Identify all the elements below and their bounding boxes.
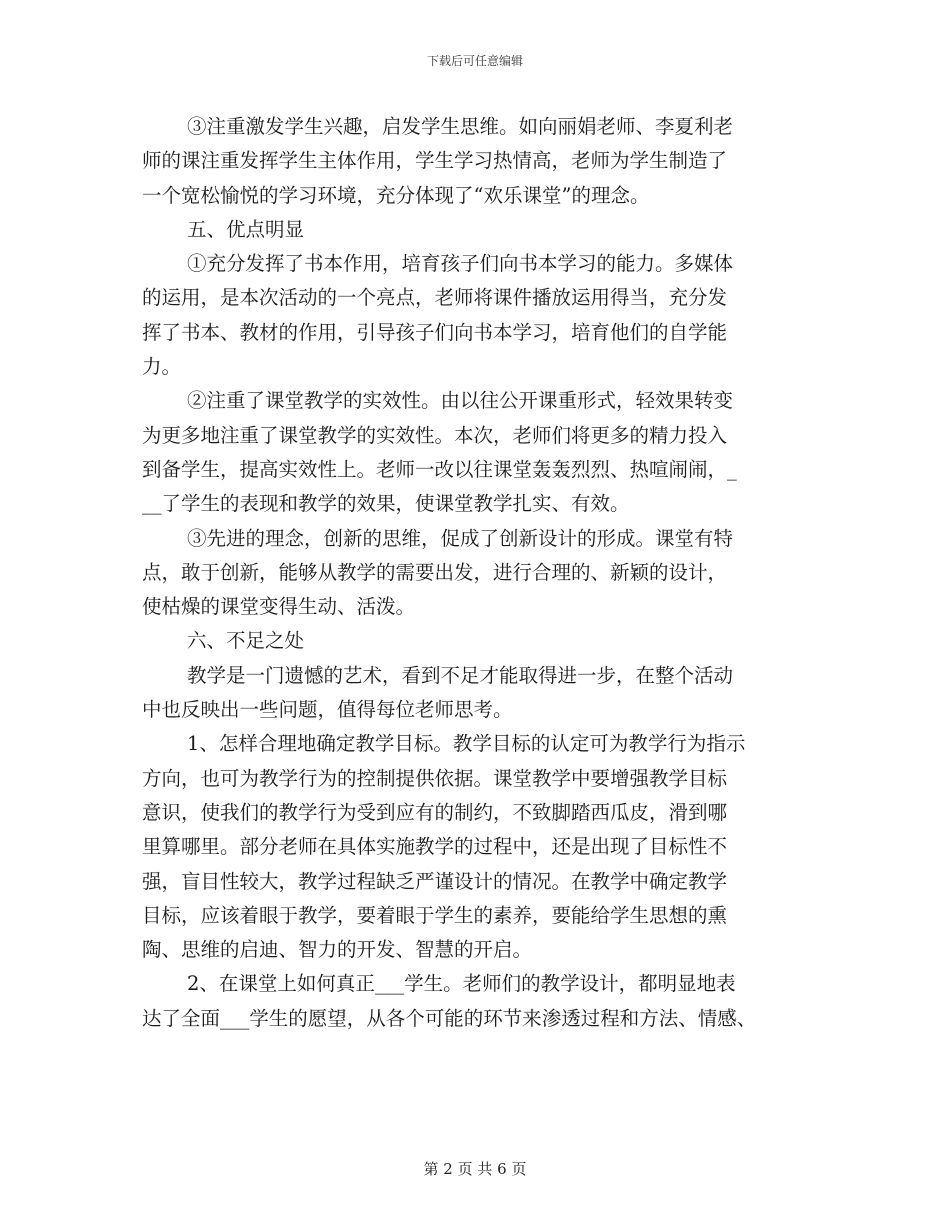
text-line: 点，敢于创新，能够从教学的需要出发，进行合理的、新颖的设计， <box>142 560 728 584</box>
document-body <box>142 110 814 1036</box>
text-line: ①充分发挥了书本作用，培育孩子们向书本学习的能力。多媒体 <box>187 252 734 276</box>
text-line: 中也反映出一些问题，值得每位老师思考。 <box>142 698 513 722</box>
text-line: 挥了书本、教材的作用，引导孩子们向书本学习，培育他们的自学能 <box>142 320 728 344</box>
text-line: 意识，使我们的教学行为受到应有的制约，不致脚踏西瓜皮，滑到哪 <box>142 800 728 824</box>
text-line: 强，盲目性较大，教学过程缺乏严谨设计的情况。在教学中确定教学 <box>142 869 728 893</box>
text-line: 为更多地注重了课堂教学的实效性。本次，老师们将更多的精力投入 <box>142 423 728 447</box>
text-line: 1、怎样合理地确定教学目标。教学目标的认定可为教学行为指示 <box>187 732 746 756</box>
text-line: ③注重激发学生兴趣，启发学生思维。如向丽娟老师、李夏利老 <box>187 115 734 138</box>
text-line: 里算哪里。部分老师在具体实施教学的过程中，还是出现了目标性不 <box>142 835 728 859</box>
text-line: ③先进的理念，创新的思维，促成了创新设计的形成。课堂有特 <box>187 526 734 550</box>
text-line: 使枯燥的课堂变得生动、活泼。 <box>142 595 416 619</box>
text-line: 到备学生，提高实效性上。老师一改以往课堂轰轰烈烈、热喧闹闹，_ <box>142 457 737 481</box>
page-header: 下载后可任意编辑 <box>426 54 523 68</box>
text-line: 教学是一门遗憾的艺术，看到不足才能取得进一步，在整个活动 <box>187 663 734 687</box>
text-line: 的运用，是本次活动的一个亮点，老师将课件播放运用得当，充分发 <box>142 286 728 310</box>
text-line: 陶、思维的启迪、智力的开发、智慧的开启。 <box>142 938 533 962</box>
text-line: 一个宽松愉悦的学习环境，充分体现了“欢乐课堂”的理念。 <box>142 183 650 207</box>
page-footer: 第 2 页 共 6 页 <box>423 1160 527 1178</box>
text-line: 五、优点明显 <box>187 217 305 241</box>
text-line: 师的课注重发挥学生主体作用，学生学习热情高，老师为学生制造了 <box>142 149 728 173</box>
text-line: 力。 <box>142 355 182 379</box>
text-line: 达了全面___学生的愿望，从各个可能的环节来渗透过程和方法、情感、 <box>142 1006 757 1030</box>
text-line: ②注重了课堂教学的实效性。由以往公开课重形式，轻效果转变 <box>187 389 734 413</box>
text-line: 目标，应该着眼于教学，要着眼于学生的素养，要能给学生思想的熏 <box>142 903 728 927</box>
text-line: 方向，也可为教学行为的控制提供依据。课堂教学中要增强教学目标 <box>142 766 728 790</box>
text-line: 2、在课堂上如何真正___学生。老师们的教学设计，都明显地表 <box>187 972 736 996</box>
text-line: 六、不足之处 <box>187 629 305 653</box>
text-line: __了学生的表现和教学的效果，使课堂教学扎实、有效。 <box>142 492 630 516</box>
